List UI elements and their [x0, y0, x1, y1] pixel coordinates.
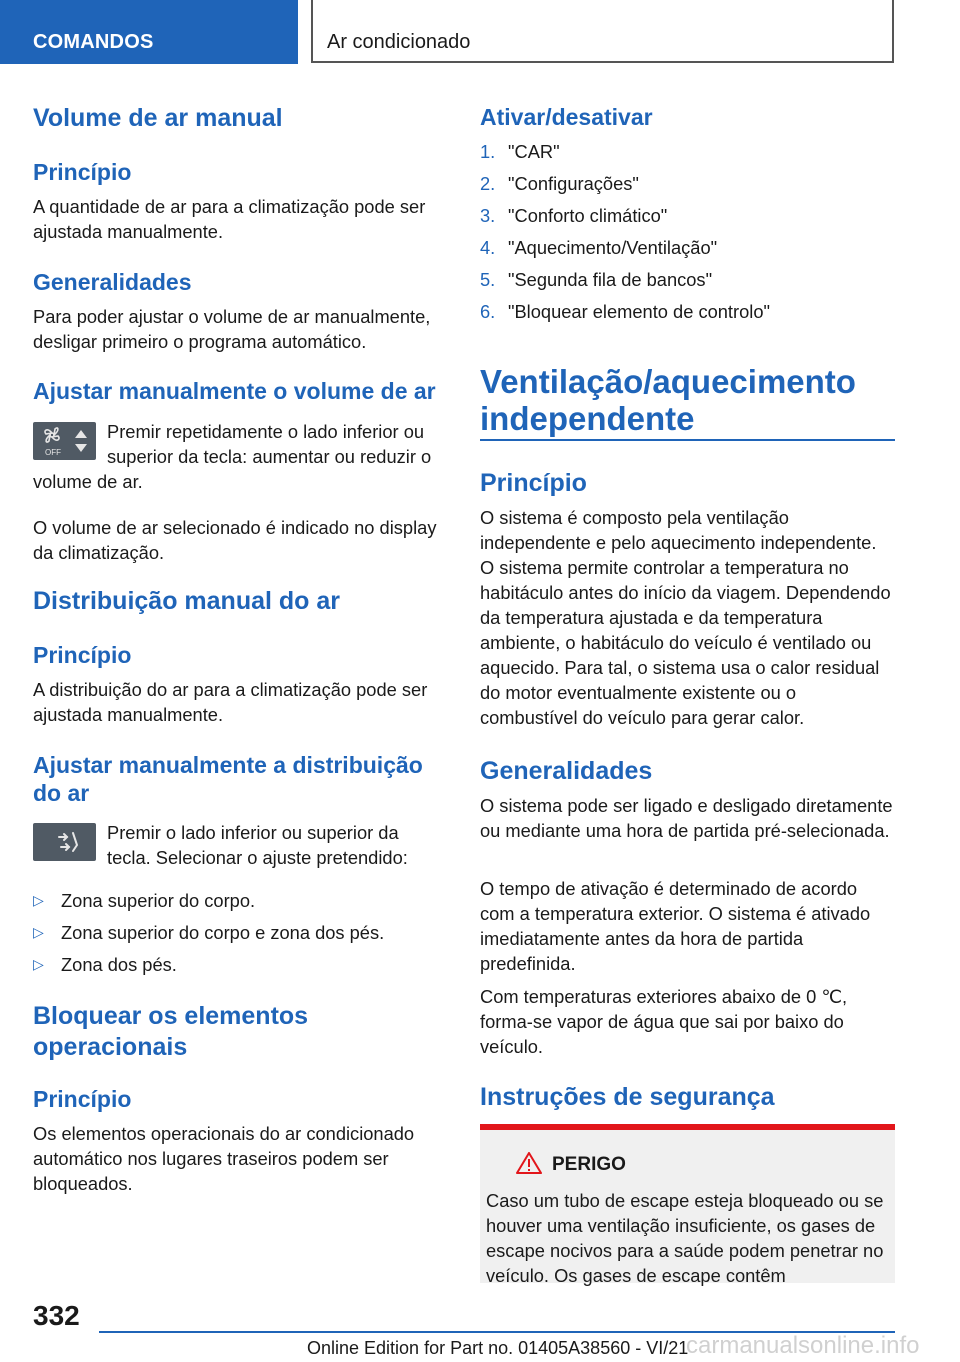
paragraph-generalidades-3: Com temperaturas exteriores abaixo de 0 ℃, forma-se vapor de água que sai por baixo do veículo. [480, 986, 848, 1057]
triangle-bullet-icon: ▷ [33, 892, 44, 908]
paragraph-principio-bloquear: Os elementos operacionais do ar condicionado automático nos lugares traseiros podem ser bloqueados. [33, 1123, 415, 1194]
warning-title: PERIGO [552, 1154, 626, 1175]
heading-ativar-desativar: Ativar/desativar [480, 104, 653, 130]
step-number: 4. [480, 237, 496, 258]
section-tab [0, 0, 298, 64]
list-item [33, 920, 447, 945]
chapter-tab [311, 0, 894, 63]
fan-off-updown-button-icon [33, 422, 96, 460]
numbered-step [480, 203, 895, 228]
warning-text: Caso um tubo de escape esteja bloqueado ou se houver uma ventilação insuficiente, os gases de escape nocivos para a saúde podem penetrar no veículo. Os gases de escape contêm [486, 1190, 884, 1286]
paragraph-ajustar-distribuicao: Premir o lado inferior ou superior da tecla. Selecionar o ajuste pretendido: [107, 822, 408, 868]
triangle-bullet-icon: ▷ [33, 924, 44, 940]
heading-bloquear: Bloquear os elementos operacionais [33, 1002, 309, 1061]
step-text: "Conforto climático" [508, 205, 668, 226]
warning-box [480, 1124, 895, 1286]
paragraph-ajustar-volume-a: Premir repetidamente o lado inferior ou superior da tecla: aumentar ou reduzir o [107, 421, 432, 467]
watermark: carmanualsonline.info [686, 1332, 920, 1359]
step-number: 1. [480, 141, 496, 162]
step-number: 2. [480, 173, 496, 194]
step-text: "Bloquear elemento de controlo" [508, 301, 770, 322]
warning-triangle-icon [516, 1152, 542, 1174]
step-number: 5. [480, 269, 496, 290]
numbered-step [480, 299, 895, 324]
step-number: 3. [480, 205, 496, 226]
air-distribution-button-icon [33, 823, 96, 861]
triangle-bullet-icon: ▷ [33, 956, 44, 972]
step-text: "Segunda fila de bancos" [508, 269, 713, 290]
heading-volume-manual: Volume de ar manual [33, 104, 283, 132]
heading-ajustar-volume: Ajustar manualmente o volume de ar [33, 378, 436, 404]
heading-distribuicao: Distribuição manual do ar [33, 587, 341, 615]
section-title: COMANDOS [33, 31, 154, 53]
page-number: 332 [33, 1300, 80, 1331]
paragraph-ajustar-volume-b: volume de ar. [33, 471, 143, 492]
numbered-step [480, 171, 895, 196]
step-number: 6. [480, 301, 496, 322]
heading-generalidades-ventilacao: Generalidades [480, 757, 653, 785]
list-item-text: Zona superior do corpo. [61, 890, 256, 911]
list-item [33, 952, 447, 977]
paragraph-principio-ventilacao: O sistema é composto pela ventilação independente e pelo aquecimento independente. O sistema permite controlar a temperatura no habitáculo antes do início da viagem. Dependendo da temperatura ajustada e da temperatura ambiente, o habitáculo do veículo é ventilado ou aquecido. Para tal, o sistema usa o calor residual do motor eventualmente existente ou o combustível do veículo para gerar calor. [480, 507, 891, 728]
paragraph-display: O volume de ar selecionado é indicado no display da climatização. [33, 517, 437, 563]
numbered-step [480, 235, 895, 260]
heading-principio-ventilacao: Princípio [480, 469, 587, 497]
heading-ventilacao-aquecimento: Ventilação/aquecimento independente [480, 363, 856, 437]
paragraph-generalidades-1: O sistema pode ser ligado e desligado diretamente ou mediante uma hora de partida pré-selecionada. [480, 795, 893, 841]
heading-instrucoes-seguranca: Instruções de segurança [480, 1083, 775, 1111]
svg-text:OFF: OFF [45, 448, 61, 457]
step-text: "Configurações" [508, 173, 639, 194]
list-item-text: Zona dos pés. [61, 954, 177, 975]
paragraph-generalidades-2: O tempo de ativação é determinado de acordo com a temperatura exterior. O sistema é ativado imediatamente antes da hora de partida predefinida. [480, 878, 871, 974]
step-text: "CAR" [508, 141, 560, 162]
numbered-step [480, 267, 895, 292]
paragraph-generalidades: Para poder ajustar o volume de ar manualmente, desligar primeiro o programa automático. [33, 306, 431, 352]
section-divider [480, 439, 895, 441]
chapter-title: Ar condicionado [327, 31, 471, 53]
footer-edition: Online Edition for Part no. 01405A38560 - VI/21 [307, 1338, 689, 1358]
heading-principio-bloquear: Princípio [33, 1086, 132, 1112]
step-text: "Aquecimento/Ventilação" [508, 237, 718, 258]
heading-principio-distribuicao: Princípio [33, 642, 132, 668]
heading-principio: Princípio [33, 159, 132, 185]
heading-generalidades: Generalidades [33, 269, 192, 295]
list-item-text: Zona superior do corpo e zona dos pés. [61, 922, 385, 943]
list-item [33, 888, 447, 913]
heading-ajustar-distribuicao: Ajustar manualmente a distribuição do ar [33, 752, 423, 806]
paragraph-principio: A quantidade de ar para a climatização pode ser ajustada manualmente. [33, 196, 426, 242]
paragraph-principio-distribuicao: A distribuição do ar para a climatização pode ser ajustada manualmente. [33, 679, 428, 725]
numbered-step [480, 139, 895, 164]
